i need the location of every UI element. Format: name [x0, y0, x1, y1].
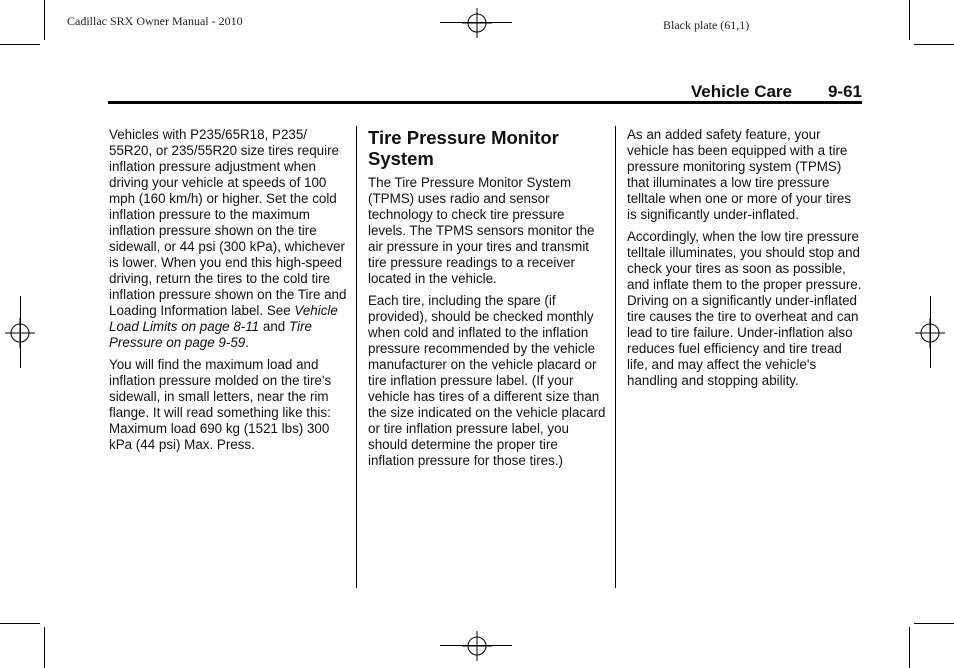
paragraph-text: . — [245, 335, 249, 350]
column-divider — [615, 126, 616, 588]
cross-reference-link[interactable]: Tire Pressure on page 9-59 — [109, 319, 312, 350]
paragraph: As an added safety feature, your vehicle has been equipped with a tire pressure monitoring system (TPMS) that illuminates a low tire pressure telltale when one or more of your tires is significantly under-inflated. — [627, 127, 852, 222]
crop-mark — [0, 623, 40, 624]
registration-mark-icon — [462, 631, 492, 661]
crop-mark — [0, 44, 40, 45]
header-rule — [108, 101, 862, 104]
crop-mark — [20, 296, 21, 368]
crop-mark — [440, 22, 512, 23]
crop-mark — [930, 296, 931, 368]
crop-mark — [909, 0, 910, 40]
text-column-2 — [368, 127, 606, 475]
paragraph-text: Vehicles with P235/65R18, P235/ 55R20, or 235/55R20 size tires require inflation pressure adjustment when driving your vehicle at speeds of 100 mph (160 km/h) or higher. Set the cold inflation pressure to the maximum inflation pressure shown on the tire sidewall, or 44 psi (300 kPa), whichever is lower. When you end this high-speed driving, return the tires to the cold tire inflation pressure shown on the Tire and Loading Information label. See — [109, 127, 347, 318]
crop-mark — [914, 623, 954, 624]
text-column-3 — [627, 127, 863, 395]
text-column-1 — [109, 127, 349, 459]
paragraph: Accordingly, when the low tire pressure telltale illuminates, you should stop and check your tires as soon as possible, and inflate them to the proper pressure. Driving on a significantly under-inflated tire causes the tire to overheat and can lead to tire failure. Under-inflation also reduces fuel efficiency and tire tread life, and may affect the vehicle's handling and stopping ability. — [627, 229, 862, 388]
paragraph: Each tire, including the spare (if provided), should be checked monthly when cold and inflated to the inflation pressure recommended by the vehicle manufacturer on the vehicle placard or tire inflation pressure label. (If your vehicle has tires of a different size than the size indicated on the vehicle placard or tire inflation pressure label, you should determine the proper tire inflation pressure for those tires.) — [368, 293, 606, 468]
column-divider — [356, 126, 357, 588]
paragraph-text: and — [262, 319, 286, 334]
paragraph: The Tire Pressure Monitor System (TPMS) uses radio and sensor technology to check tire pressure levels. The TPMS sensors monitor the air pressure in your tires and transmit tire pressure readings to a receiver located in the vehicle. — [368, 175, 595, 286]
crop-mark — [914, 44, 954, 45]
crop-mark — [44, 627, 45, 668]
crop-mark — [440, 645, 512, 646]
running-header — [108, 80, 862, 102]
print-slug-plate: Black plate (61,1) — [663, 18, 750, 32]
section-name: Vehicle Care — [690, 82, 792, 101]
page-number: 9-61 — [827, 82, 862, 101]
paragraph: You will find the maximum load and inflation pressure molded on the tire's sidewall, in small letters, near the rim flange. It will read something like this: Maximum load 690 kg (1521 lbs) 300 kPa (44 psi) Max. Press. — [109, 357, 332, 452]
paragraph — [109, 127, 349, 351]
registration-mark-icon — [462, 8, 492, 38]
print-slug-manual-title: Cadillac SRX Owner Manual - 2010 — [67, 14, 243, 28]
crop-mark — [44, 0, 45, 40]
crop-mark — [909, 627, 910, 668]
section-title: Tire Pressure Monitor System — [368, 127, 559, 169]
cross-reference-link[interactable]: Vehicle Load Limits on page 8-11 — [109, 303, 338, 334]
